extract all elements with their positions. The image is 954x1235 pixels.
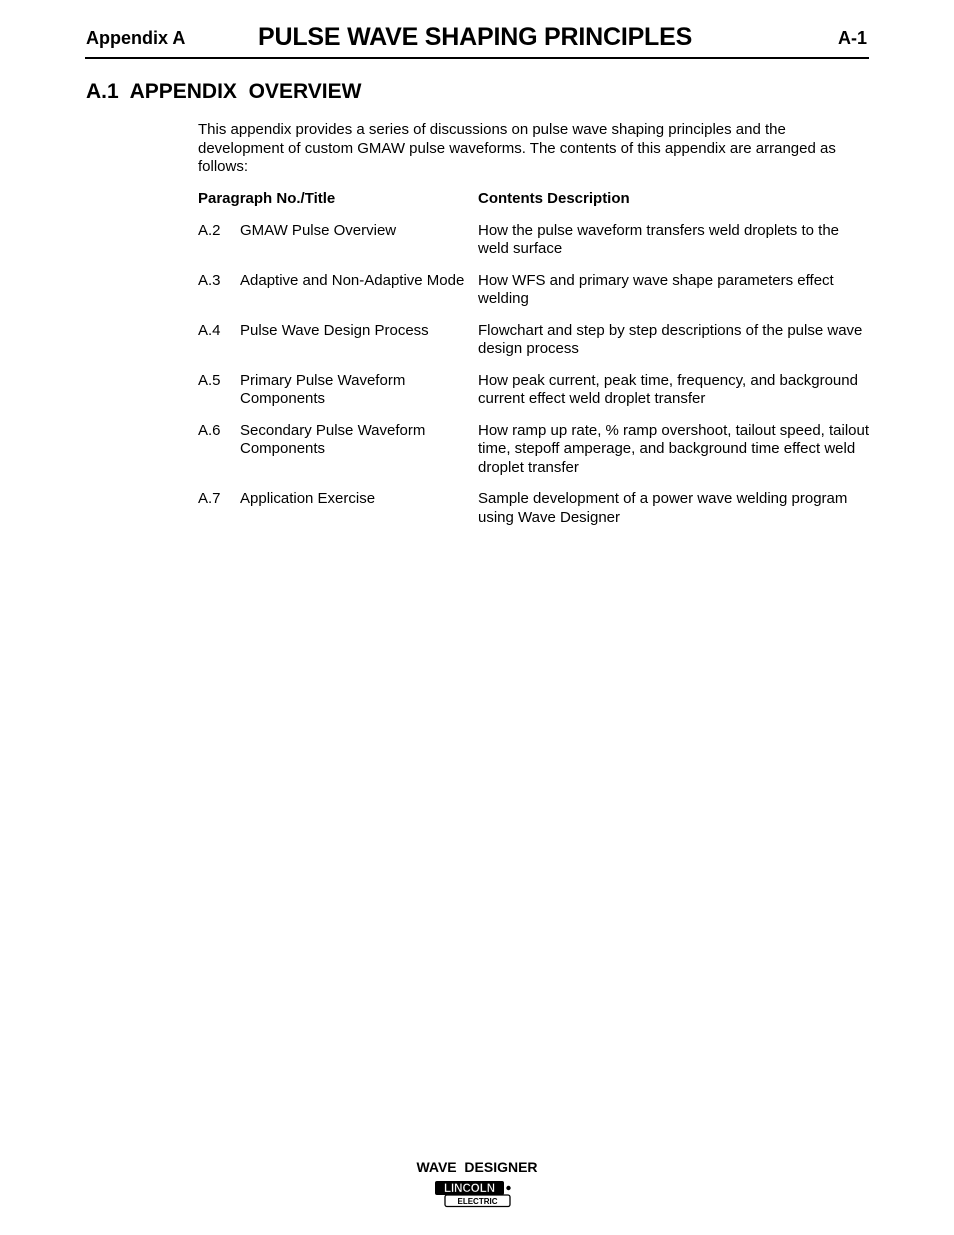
table-row <box>198 490 870 527</box>
paragraph-number: A.5 <box>198 371 221 389</box>
lincoln-electric-logo <box>434 1180 514 1208</box>
appendix-label: Appendix A <box>86 28 186 48</box>
paragraph-number: A.3 <box>198 271 221 289</box>
paragraph-description: How ramp up rate, % ramp overshoot, tailout speed, tailout time, stepoff amperage, and background time effect weld droplet transfer <box>478 421 870 476</box>
paragraph-description: How the pulse waveform transfers weld droplets to the weld surface <box>478 221 840 257</box>
paragraph-description: How WFS and primary wave shape parameters effect welding <box>478 271 834 307</box>
page-number: A-1 <box>837 28 867 48</box>
logo-top-text: LINCOLN <box>443 1183 496 1195</box>
page-header <box>85 22 869 59</box>
table-row <box>198 372 870 409</box>
paragraph-number: A.4 <box>198 321 221 339</box>
table-row <box>198 322 870 359</box>
paragraph-number: A.7 <box>198 490 221 507</box>
intro-paragraph: This appendix provides a series of discussions on pulse wave shaping principles and the development of custom GMAW pulse waveforms. The contents of this appendix are arranged as follows: <box>198 121 836 175</box>
paragraph-title: Adaptive and Non-Adaptive Mode <box>240 271 465 289</box>
paragraph-description: How peak current, peak time, frequency, and background current effect weld droplet transfer <box>478 371 858 407</box>
footer-product-name: WAVE DESIGNER <box>416 1159 538 1175</box>
page-title: PULSE WAVE SHAPING PRINCIPLES <box>258 23 693 51</box>
table-row <box>198 222 870 259</box>
paragraph-title: Pulse Wave Design Process <box>240 321 429 339</box>
paragraph-number: A.6 <box>198 421 221 439</box>
paragraph-title: GMAW Pulse Overview <box>240 221 397 239</box>
logo-bottom-text: ELECTRIC <box>457 1197 498 1206</box>
contents-table-header <box>198 190 870 209</box>
section-heading: A.1 APPENDIX OVERVIEW <box>86 80 362 103</box>
paragraph-description: Sample development of a power wave welding program using Wave Designer <box>478 490 848 526</box>
paragraph-title: Application Exercise <box>240 490 376 507</box>
column-header-description: Contents Description <box>478 190 630 207</box>
paragraph-description: Flowchart and step by step descriptions of the pulse wave design process <box>478 321 863 357</box>
contents-table <box>198 190 870 540</box>
table-row <box>198 422 870 478</box>
table-row <box>198 272 870 309</box>
paragraph-title: Primary Pulse Waveform Components <box>240 371 406 407</box>
paragraph-title: Secondary Pulse Waveform Components <box>240 421 426 457</box>
column-header-paragraph: Paragraph No./Title <box>198 190 336 207</box>
paragraph-number: A.2 <box>198 221 221 239</box>
